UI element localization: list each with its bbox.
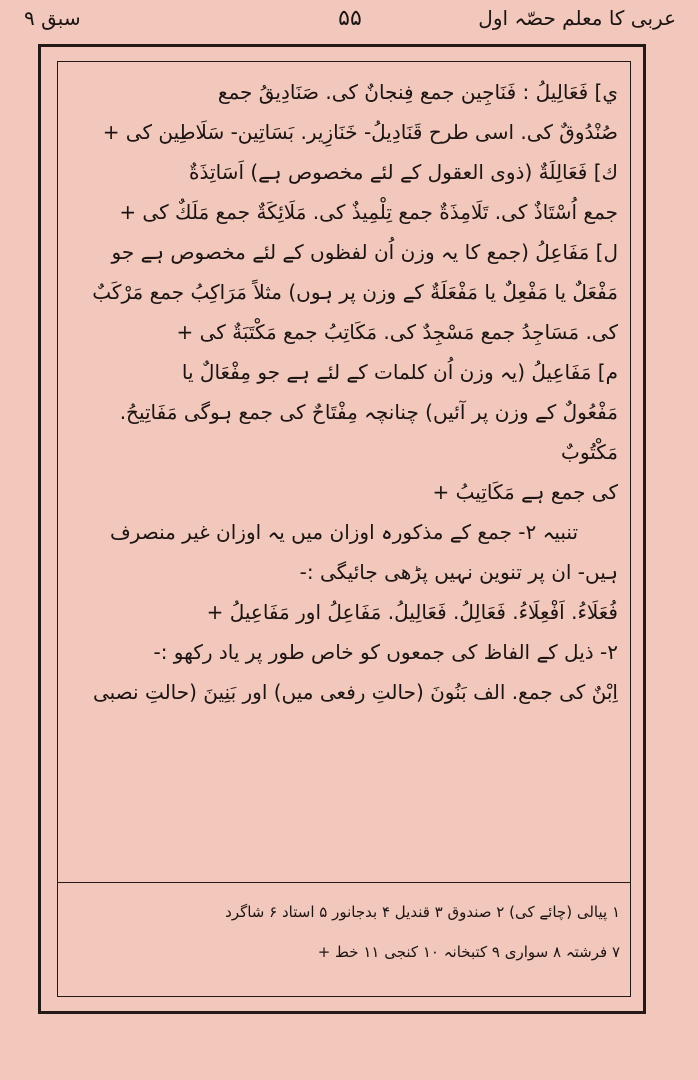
- footnote-line: ۷ فرشتہ ۸ سواری ۹ کتبخانہ ۱۰ کنجی ۱۱ خط +: [317, 943, 620, 961]
- body-line: جمع اُسْتَاذٌ کی. تَلَامِذَةٌ جمع تِلْمِيذٌ کی. مَلَائِكَةٌ جمع مَلَكٌ کی +: [119, 200, 618, 224]
- body-line: ۲- ذیل کے الفاظ کی جمعوں کو خاص طور پر یاد رکھو :-: [153, 640, 618, 664]
- body-line: ل] مَفَاعِلُ (جمع کا یہ وزن اُن لفظوں کے لئے مخصوص ہے جو: [111, 240, 618, 264]
- body-line: مَفْعُولٌ کے وزن پر آئیں) چنانچہ مِفْتَاحٌ کی جمع ہوگی مَفَاتِيحُ. مَكْتُوبٌ: [119, 400, 618, 464]
- lesson-label: سبق ۹: [24, 6, 81, 30]
- footnote-line: ۱ پیالی (چائے کی) ۲ صندوق ۳ قندیل ۴ بدجانور ۵ استاد ۶ شاگرد: [225, 903, 620, 921]
- body-line: صُنْدُوقٌ کی. اسی طرح قَنَادِيلُ- خَنَازِير. بَسَاتِين- سَلَاطِين کی +: [102, 120, 618, 144]
- body-line: اِبْنٌ کی جمع. الف بَنُونَ (حالتِ رفعی میں) اور بَنِينَ (حالتِ نصبی: [92, 680, 618, 704]
- inner-page-frame: [57, 61, 631, 997]
- note-heading-line: تنبیہ ۲- جمع کے مذکورہ اوزان میں یہ اوزان غیر منصرف: [109, 520, 579, 544]
- page-number: ۵۵: [338, 6, 362, 31]
- lesson-body: [70, 72, 618, 882]
- body-line: ي] فَعَالِيلُ : فَنَاجِين جمع فِنجانٌ کی. صَنَادِیقُ جمع: [217, 80, 618, 104]
- body-line: کی جمع ہے مَكَاتِيبُ +: [432, 480, 618, 504]
- body-line: ك] فَعَالِلَةٌ (ذوی العقول کے لئے مخصوص ہے) اَسَاتِذَةٌ: [189, 160, 618, 184]
- book-title: عربی کا معلم حصّہ اول: [478, 6, 676, 30]
- page-header: [24, 6, 676, 38]
- body-line: فُعَلَاءُ. اَفْعِلَاءُ. فَعَالِلُ. فَعَالِيلُ. مَفَاعِلُ اور مَفَاعِيلُ +: [206, 600, 618, 624]
- footnotes: [68, 892, 620, 972]
- body-line: م] مَفَاعِيلُ (یہ وزن اُن کلمات کے لئے ہے جو مِفْعَالٌ یا: [181, 360, 618, 384]
- body-line: کی. مَسَاجِدُ جمع مَسْجِدٌ کی. مَكَاتِبُ جمع مَكْتَبَةٌ کی +: [176, 320, 618, 344]
- outer-page-frame: [38, 44, 646, 1014]
- footnote-divider: [58, 882, 630, 883]
- body-line: ہیں- ان پر تنوین نہیں پڑھی جائیگی :-: [299, 560, 618, 584]
- body-line: مَفْعَلٌ یا مَفْعِلٌ یا مَفْعَلَةٌ کے وزن پر ہوں) مثلاً مَرَاكِبُ جمع مَرْكَبٌ: [92, 280, 618, 304]
